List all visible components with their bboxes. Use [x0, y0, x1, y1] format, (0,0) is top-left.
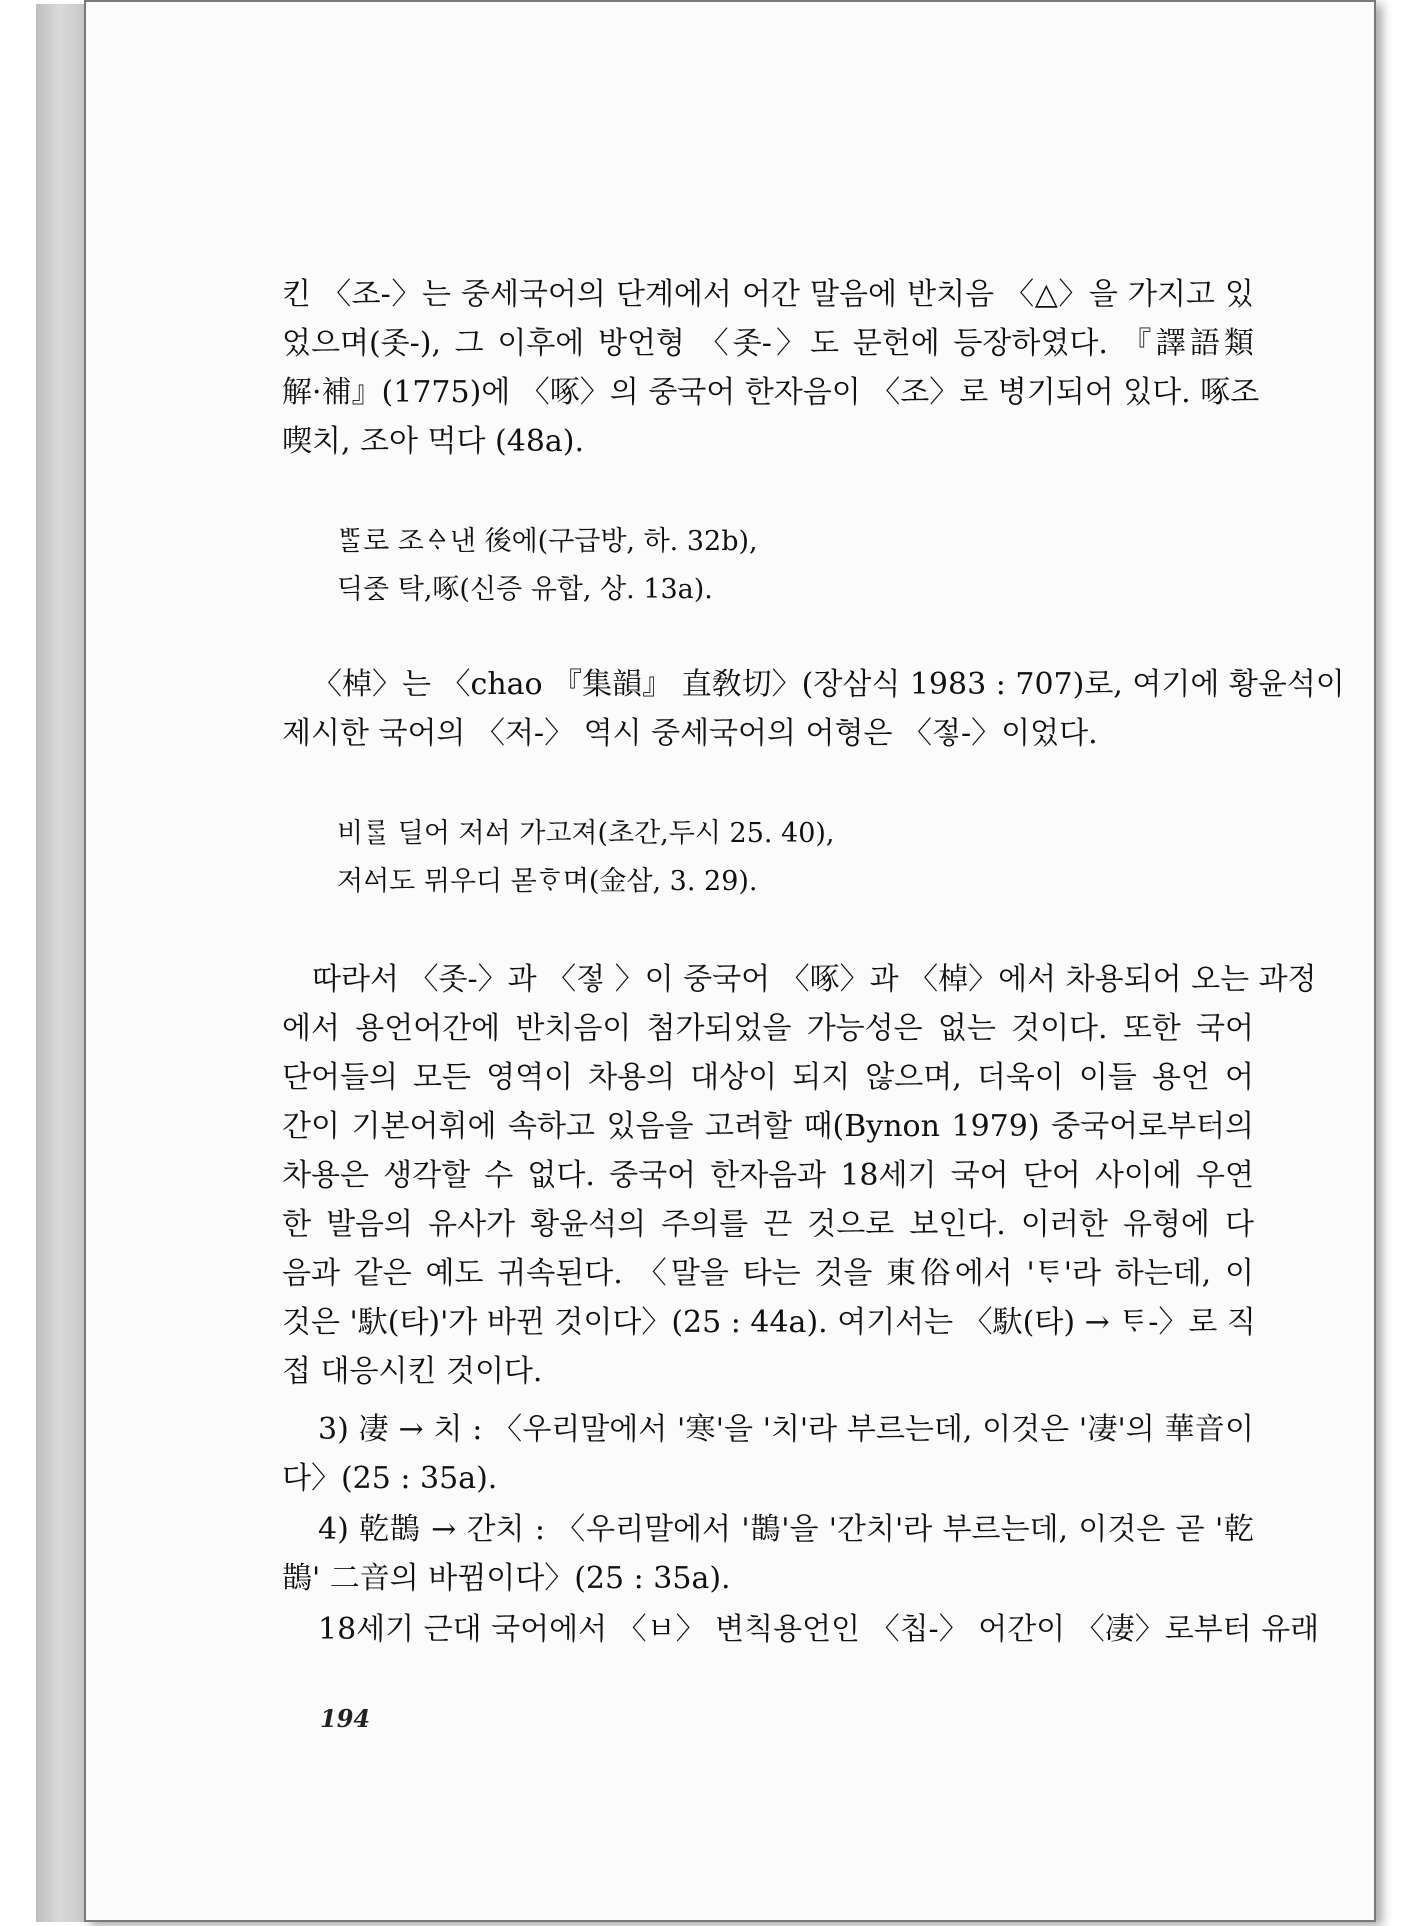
quotation-2: [282, 810, 1254, 906]
text-line: 〈棹〉는 〈chao 『集韻』 直敎切〉(장삼식 1983 : 707)로, 여기에 황윤석이: [312, 667, 1345, 702]
text-line: 음과 같은 예도 귀속된다. 〈말을 타는 것을 東俗에서 'ᄐᆞ'라 하는데, 이: [282, 1256, 1254, 1291]
quote-line: 딕조ᇫ 탁,啄(신증 유합, 상. 13a).: [337, 574, 713, 605]
text-line: 에서 용언어간에 반치음이 첨가되었을 가능성은 없는 것이다. 또한 국어: [282, 1011, 1254, 1046]
quote-line: 비ᄅᆞᆯ 딜어 저ᅀᅥ 가고져(초간,두시 25. 40),: [337, 818, 835, 849]
paragraph-1: [282, 270, 1260, 466]
text-line: 접 대응시킨 것이다.: [282, 1354, 543, 1389]
numbered-item-4: [282, 1505, 1254, 1603]
text-line: 解·補』(1775)에 〈啄〉의 중국어 한자음이 〈조〉로 병기되어 있다. 啄조: [282, 375, 1260, 410]
quote-line: 저ᅀᅥ도 뮈우디 몯ᄒᆞ며(金삼, 3. 29).: [337, 866, 758, 897]
text-line: 따라서 〈좃-〉과 〈젛 〉이 중국어 〈啄〉과 〈棹〉에서 차용되어 오는 과정: [312, 962, 1317, 997]
paragraph-3: [282, 955, 1317, 1396]
quotation-1: [282, 518, 1254, 614]
text-line: 킨 〈조-〉는 중세국어의 단계에서 어간 말음에 반치음 〈△〉을 가지고 있: [282, 277, 1254, 312]
text-line: 다〉(25 : 35a).: [282, 1461, 498, 1496]
text-line: 제시한 국어의 〈저-〉 역시 중세국어의 어형은 〈젛-〉이었다.: [282, 716, 1098, 751]
paragraph-6: [282, 1605, 1320, 1654]
page-number: 194: [320, 1704, 371, 1733]
text-line: 3) 凄 → 치 : 〈우리말에서 '寒'을 '치'라 부르는데, 이것은 '凄'의 華音이: [318, 1412, 1254, 1447]
numbered-item-3: [282, 1405, 1254, 1503]
text-line: 喫치, 조아 먹다 (48a).: [282, 424, 585, 459]
text-line: 鵲' 二音의 바뀜이다〉(25 : 35a).: [282, 1561, 731, 1596]
paragraph-2: [282, 660, 1345, 758]
text-line: 한 발음의 유사가 황윤석의 주의를 끈 것으로 보인다. 이러한 유형에 다: [282, 1207, 1254, 1242]
text-line: 단어들의 모든 영역이 차용의 대상이 되지 않으며, 더욱이 이들 용언 어: [282, 1060, 1254, 1095]
quote-line: ᄠᆞᆯ로 조ᅀᆞ낸 後에(구급방, 하. 32b),: [337, 526, 758, 557]
text-line: 4) 乾鵲 → 간치 : 〈우리말에서 '鵲'을 '간치'라 부르는데, 이것은 곧 '乾: [318, 1512, 1254, 1547]
text-line: 었으며(좃-), 그 이후에 방언형 〈좃-〉도 문헌에 등장하였다. 『譯語類: [282, 326, 1254, 361]
text-line: 18세기 근대 국어에서 〈ㅂ〉 변칙용언인 〈칩-〉 어간이 〈凄〉로부터 유래: [318, 1612, 1320, 1647]
text-line: 것은 '馱(타)'가 바뀐 것이다〉(25 : 44a). 여기서는 〈馱(타) → ᄐᆞ-〉로 직: [282, 1305, 1256, 1340]
book-spine: [36, 4, 87, 1922]
text-line: 차용은 생각할 수 없다. 중국어 한자음과 18세기 국어 단어 사이에 우연: [282, 1158, 1254, 1193]
text-line: 간이 기본어휘에 속하고 있음을 고려할 때(Bynon 1979) 중국어로부터의: [282, 1109, 1254, 1144]
